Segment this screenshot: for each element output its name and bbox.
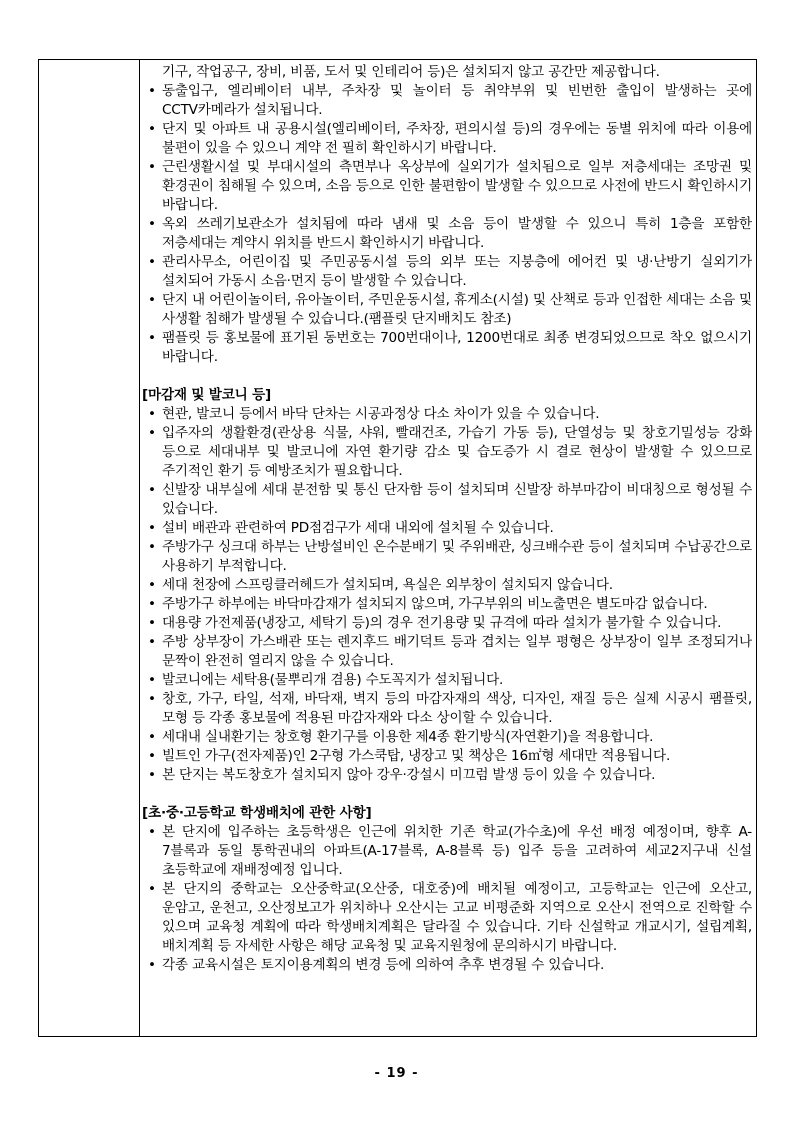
- bullet-mark: •: [148, 767, 156, 783]
- facility-notice-item: [142, 291, 752, 329]
- bullet-mark: •: [148, 330, 156, 346]
- notice-table: [38, 59, 757, 1037]
- bullet-mark: •: [148, 83, 156, 99]
- school-notice-item: [142, 823, 752, 880]
- finish-notice-item: [142, 766, 752, 785]
- bullet-mark: •: [148, 881, 156, 897]
- finish-notice-item: [142, 728, 752, 747]
- page-number: - 19 -: [374, 1066, 419, 1081]
- facility-notice-item: [142, 158, 752, 215]
- bullet-mark: •: [148, 406, 156, 422]
- finish-notice-item: [142, 690, 752, 728]
- finish-notice-item: [142, 538, 752, 576]
- facility-notice-item: [142, 253, 752, 291]
- item-text: 현관, 발코니 등에서 바닥 단차는 시공과정상 다소 차이가 있을 수 있습니다.: [162, 406, 600, 422]
- facility-notice-item: [142, 329, 752, 367]
- bullet-mark: •: [148, 824, 156, 840]
- finish-notice-list: [142, 405, 752, 785]
- item-text: 본 단지의 중학교는 오산중학교(오산중, 대호중)에 배치될 예정이고, 고등학교는 인근에 오산고, 운암고, 운천고, 오산정보고가 위치하나 오산시는 고교 비평준화 지역으로 오산시 전역으로 진학할 수 있으며 교육청 계획에 따라 학생배치계획은 달라질 수 있습니다. 기타 신설학교 개교시기, 설립계획, 배치계획 등 자세한 사항은 해당 교육청 및 교육지원청에 문의하시기 바랍니다.: [162, 881, 752, 954]
- bullet-mark: •: [148, 539, 156, 555]
- bullet-mark: •: [148, 482, 156, 498]
- category-cell: [39, 60, 140, 1037]
- finish-notice-item: [142, 614, 752, 633]
- bullet-mark: •: [148, 121, 156, 137]
- finish-notice-item: [142, 481, 752, 519]
- finish-section-heading: [마감재 및 발코니 등]: [142, 387, 272, 403]
- section-spacer: [142, 785, 752, 804]
- item-text: 주방가구 싱크대 하부는 난방설비인 온수분배기 및 주위배관, 싱크배수관 등이 설치되며 수납공간으로 사용하기 부적합니다.: [162, 539, 752, 574]
- item-text: 대용량 가전제품(냉장고, 세탁기 등)의 경우 전기용량 및 규격에 따라 설치가 불가할 수 있습니다.: [162, 615, 722, 631]
- school-section-heading: [초·중·고등학교 학생배치에 관한 사항]: [142, 805, 372, 821]
- section-spacer: [142, 367, 752, 386]
- finish-notice-item: [142, 671, 752, 690]
- finish-notice-item: [142, 747, 752, 766]
- school-notice-item: [142, 956, 752, 975]
- item-text: 세대내 실내환기는 창호형 환기구를 이용한 제4종 환기방식(자연환기)을 적용합니다.: [162, 729, 654, 745]
- facility-notice-item: [142, 215, 752, 253]
- item-text: 단지 및 아파트 내 공용시설(엘리베이터, 주차장, 편의시설 등)의 경우에는 동별 위치에 따라 이용에 불편이 있을 수 있으니 계약 전 필히 확인하시기 바랍니다.: [162, 121, 752, 156]
- facility-notice-item: [142, 82, 752, 120]
- item-text: 동출입구, 엘리베이터 내부, 주차장 및 놀이터 등 취약부위 및 빈번한 출입이 발생하는 곳에 CCTV카메라가 설치됩니다.: [162, 83, 752, 118]
- item-text: 세대 천장에 스프링클러헤드가 설치되며, 욕실은 외부창이 설치되지 않습니다.: [162, 577, 613, 593]
- item-text: 팸플릿 등 홍보물에 표기된 동번호는 700번대이나, 1200번대로 최종 변경되었으므로 착오 없으시기 바랍니다.: [162, 330, 752, 365]
- bullet-mark: •: [148, 216, 156, 232]
- item-text: 본 단지는 복도창호가 설치되지 않아 강우·강설시 미끄럼 발생 등이 있을 수 있습니다.: [162, 767, 656, 783]
- content-cell: [140, 60, 757, 1037]
- finish-notice-item: [142, 424, 752, 481]
- finish-notice-item: [142, 519, 752, 538]
- item-text: 발코니에는 세탁용(물뿌리개 겸용) 수도꼭지가 설치됩니다.: [162, 672, 504, 688]
- finish-notice-item: [142, 633, 752, 671]
- bullet-mark: •: [148, 729, 156, 745]
- item-text: 관리사무소, 어린이집 및 주민공동시설 등의 외부 또는 지붕층에 에어컨 및 냉·난방기 실외기가 설치되어 가동시 소음·먼지 등이 발생할 수 있습니다.: [162, 254, 752, 289]
- continuation-text: 기구, 작업공구, 장비, 비품, 도서 및 인테리어 등)은 설치되지 않고 공간만 제공합니다.: [162, 64, 660, 80]
- item-text: 빌트인 가구(전자제품)인 2구형 가스쿡탑, 냉장고 및 책상은 16㎡형 세대만 적용됩니다.: [162, 748, 671, 764]
- school-notice-list: [142, 823, 752, 975]
- bullet-mark: •: [148, 691, 156, 707]
- bullet-mark: •: [148, 672, 156, 688]
- bullet-mark: •: [148, 292, 156, 308]
- item-text: 단지 내 어린이놀이터, 유아놀이터, 주민운동시설, 휴게소(시설) 및 산책로 등과 인접한 세대는 소음 및 사생활 침해가 발생될 수 있습니다.(팸플릿 단지배치도 참조): [162, 292, 752, 327]
- bullet-mark: •: [148, 577, 156, 593]
- notice-table-row: [39, 60, 757, 1037]
- facility-notice-item: [142, 120, 752, 158]
- item-text: 주방가구 하부에는 바닥마감재가 설치되지 않으며, 가구부위의 비노출면은 별도마감 없습니다.: [162, 596, 708, 612]
- bullet-mark: •: [148, 425, 156, 441]
- item-text: 근린생활시설 및 부대시설의 측면부나 옥상부에 실외기가 설치됨으로 일부 저층세대는 조망권 및 환경권이 침해될 수 있으며, 소음 등으로 인한 불편함이 발생할 수 있으므로 사전에 반드시 확인하시기 바랍니다.: [162, 159, 752, 213]
- item-text: 본 단지에 입주하는 초등학생은 인근에 위치한 기존 학교(가수초)에 우선 배정 예정이며, 향후 A-7블록과 동일 통학권내의 아파트(A-17블록, A-8블록 등) 입주 등을 고려하여 세교2지구내 신설 초등학교에 재배정예정 입니다.: [162, 824, 752, 878]
- bullet-mark: •: [148, 159, 156, 175]
- school-notice-item: [142, 880, 752, 956]
- finish-notice-item: [142, 576, 752, 595]
- bullet-mark: •: [148, 615, 156, 631]
- bullet-mark: •: [148, 957, 156, 973]
- bullet-mark: •: [148, 596, 156, 612]
- item-text: 신발장 내부실에 세대 분전함 및 통신 단자함 등이 설치되며 신발장 하부마감이 비대칭으로 형성될 수 있습니다.: [162, 482, 752, 517]
- bullet-mark: •: [148, 634, 156, 650]
- facility-notice-list: [142, 82, 752, 367]
- item-text: 창호, 가구, 타일, 석재, 바닥재, 벽지 등의 마감자재의 색상, 디자인, 재질 등은 실제 시공시 팸플릿, 모형 등 각종 홍보물에 적용된 마감자재와 다소 상이할 수 있습니다.: [162, 691, 752, 726]
- bullet-mark: •: [148, 748, 156, 764]
- finish-notice-item: [142, 405, 752, 424]
- bullet-mark: •: [148, 520, 156, 536]
- finish-notice-item: [142, 595, 752, 614]
- item-text: 입주자의 생활환경(관상용 식물, 샤워, 빨래건조, 가습기 가동 등), 단열성능 및 창호기밀성능 강화 등으로 세대내부 및 발코니에 자연 환기량 감소 및 습도증가 시 결로 현상이 발생할 수 있으므로 주기적인 환기 등 예방조치가 필요합니다.: [162, 425, 752, 479]
- bullet-mark: •: [148, 254, 156, 270]
- item-text: 옥외 쓰레기보관소가 설치됨에 따라 냄새 및 소음 등이 발생할 수 있으니 특히 1층을 포함한 저층세대는 계약시 위치를 반드시 확인하시기 바랍니다.: [162, 216, 752, 251]
- item-text: 주방 상부장이 가스배관 또는 렌지후드 배기덕트 등과 겹치는 일부 평형은 상부장이 일부 조정되거나 문짝이 완전히 열리지 않을 수 있습니다.: [162, 634, 752, 669]
- item-text: 설비 배관과 관련하여 PD점검구가 세대 내외에 설치될 수 있습니다.: [162, 520, 554, 536]
- item-text: 각종 교육시설은 토지이용계획의 변경 등에 의하여 추후 변경될 수 있습니다.: [162, 957, 605, 973]
